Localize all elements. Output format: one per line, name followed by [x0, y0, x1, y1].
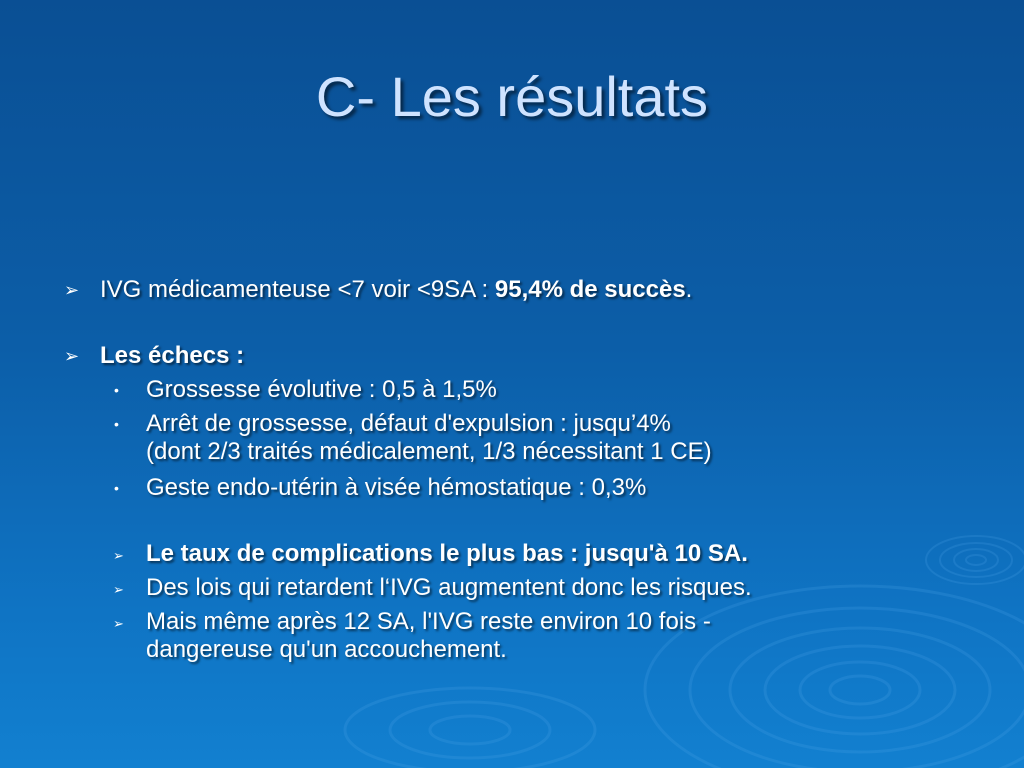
- small-arrow-bullet-icon: ➢: [113, 548, 124, 563]
- dot-bullet-icon: •: [114, 480, 119, 496]
- bullet-bold-text: Les échecs :: [100, 342, 245, 369]
- bullet-ivg-medicamenteuse: [100, 276, 692, 304]
- arrow-bullet-icon: ➢: [64, 280, 80, 300]
- dot-bullet-icon: •: [114, 416, 119, 432]
- arrow-bullet-icon: ➢: [64, 346, 80, 366]
- bullet-text: IVG médicamenteuse <7 voir <9SA :: [100, 276, 495, 303]
- bullet-bold-text: 95,4% de succès: [494, 276, 686, 303]
- bullet-les-echecs: [100, 342, 244, 370]
- sub-bullet-grossesse-evolutive: Grossesse évolutive : 0,5 à 1,5%: [146, 376, 497, 403]
- conclusion-apres-12-sa: Mais même après 12 SA, l'IVG reste environ 10 fois -: [146, 608, 711, 635]
- sub-bullet-arret-grossesse: Arrêt de grossesse, défaut d'expulsion : jusqu’4%: [146, 410, 671, 437]
- bullet-tail: .: [685, 276, 693, 303]
- small-arrow-bullet-icon: ➢: [113, 616, 124, 631]
- sub-bullet-geste-endo-uterin: Geste endo-utérin à visée hémostatique : 0,3%: [146, 474, 647, 501]
- conclusion-bold-text: Le taux de complications le plus bas : jusqu'à 10 SA.: [146, 540, 748, 567]
- conclusion-lois-retardent: Des lois qui retardent l‘IVG augmentent donc les risques.: [146, 574, 752, 601]
- conclusion-taux-complications: [146, 540, 748, 568]
- dot-bullet-icon: •: [114, 382, 119, 398]
- slide-title: C- Les résultats: [315, 65, 709, 128]
- small-arrow-bullet-icon: ➢: [113, 582, 124, 597]
- sub-bullet-arret-grossesse-detail: (dont 2/3 traités médicalement, 1/3 nécessitant 1 CE): [146, 438, 712, 465]
- conclusion-apres-12-sa-cont: dangereuse qu'un accouchement.: [146, 636, 507, 663]
